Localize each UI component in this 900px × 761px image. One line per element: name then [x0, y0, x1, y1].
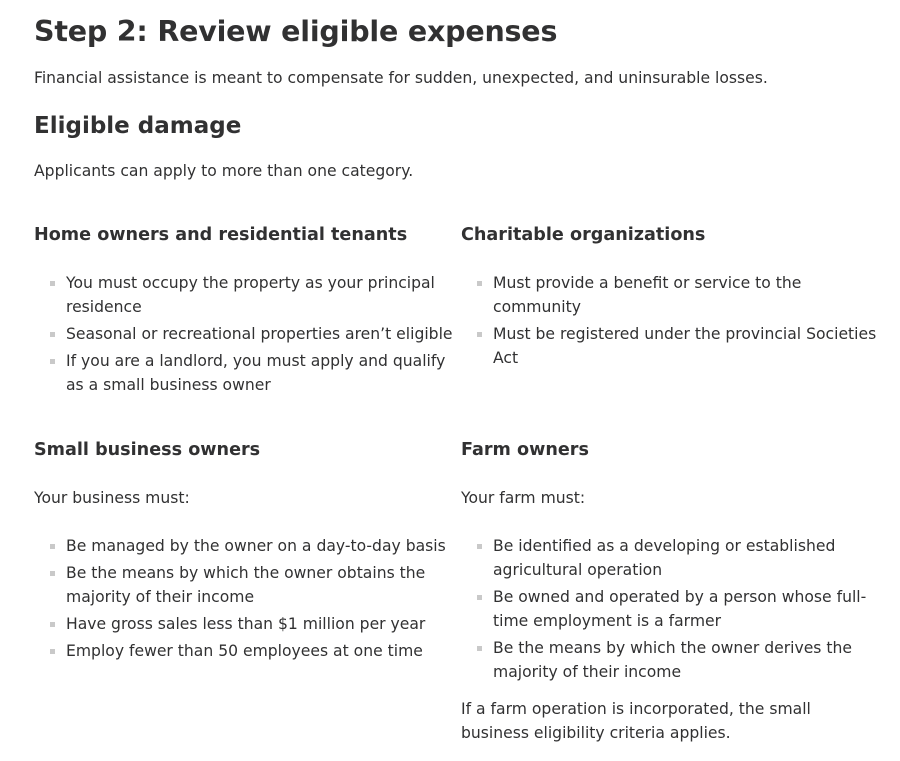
- list-item: Be identified as a developing or established agricultural operation: [493, 534, 881, 582]
- farm-incorporation-note: If a farm operation is incorporated, the small business eligibility criteria applies.: [461, 700, 811, 742]
- list-item: Must provide a benefit or service to the community: [493, 271, 881, 319]
- category-title: Charitable organizations: [461, 225, 706, 245]
- page-title: Step 2: Review eligible expenses: [34, 15, 558, 48]
- criteria-list: [461, 271, 881, 370]
- list-item: Have gross sales less than $1 million per year: [66, 612, 461, 636]
- category-title: Small business owners: [34, 440, 261, 460]
- list-item: If you are a landlord, you must apply and qualify as a small business owner: [66, 349, 461, 397]
- list-item: Must be registered under the provincial Societies Act: [493, 322, 881, 370]
- category-row-2: [34, 438, 900, 745]
- list-item: Be managed by the owner on a day-to-day basis: [66, 534, 461, 558]
- intro-text: Financial assistance is meant to compensate for sudden, unexpected, and uninsurable losses.: [34, 69, 768, 87]
- list-item: Seasonal or recreational properties aren’t eligible: [66, 322, 461, 346]
- criteria-list: [34, 271, 461, 397]
- criteria-lead-text: Your farm must:: [461, 489, 586, 507]
- criteria-list: [461, 534, 881, 684]
- category-title: Home owners and residential tenants: [34, 225, 408, 245]
- list-item: Employ fewer than 50 employees at one time: [66, 639, 461, 663]
- criteria-lead-text: Your business must:: [34, 489, 190, 507]
- list-item: Be the means by which the owner derives the majority of their income: [493, 636, 881, 684]
- section-intro-text: Applicants can apply to more than one category.: [34, 162, 414, 180]
- category-charitable-organizations: [461, 223, 881, 400]
- list-item: Be owned and operated by a person whose full-time employment is a farmer: [493, 585, 881, 633]
- category-title: Farm owners: [461, 440, 589, 460]
- criteria-list: [34, 534, 461, 663]
- category-small-business-owners: [34, 438, 461, 745]
- list-item: You must occupy the property as your principal residence: [66, 271, 461, 319]
- category-home-owners: [34, 223, 461, 400]
- category-farm-owners: [461, 438, 881, 745]
- list-item: Be the means by which the owner obtains the majority of their income: [66, 561, 461, 609]
- section-heading: Eligible damage: [34, 113, 242, 139]
- category-row-1: [34, 223, 900, 400]
